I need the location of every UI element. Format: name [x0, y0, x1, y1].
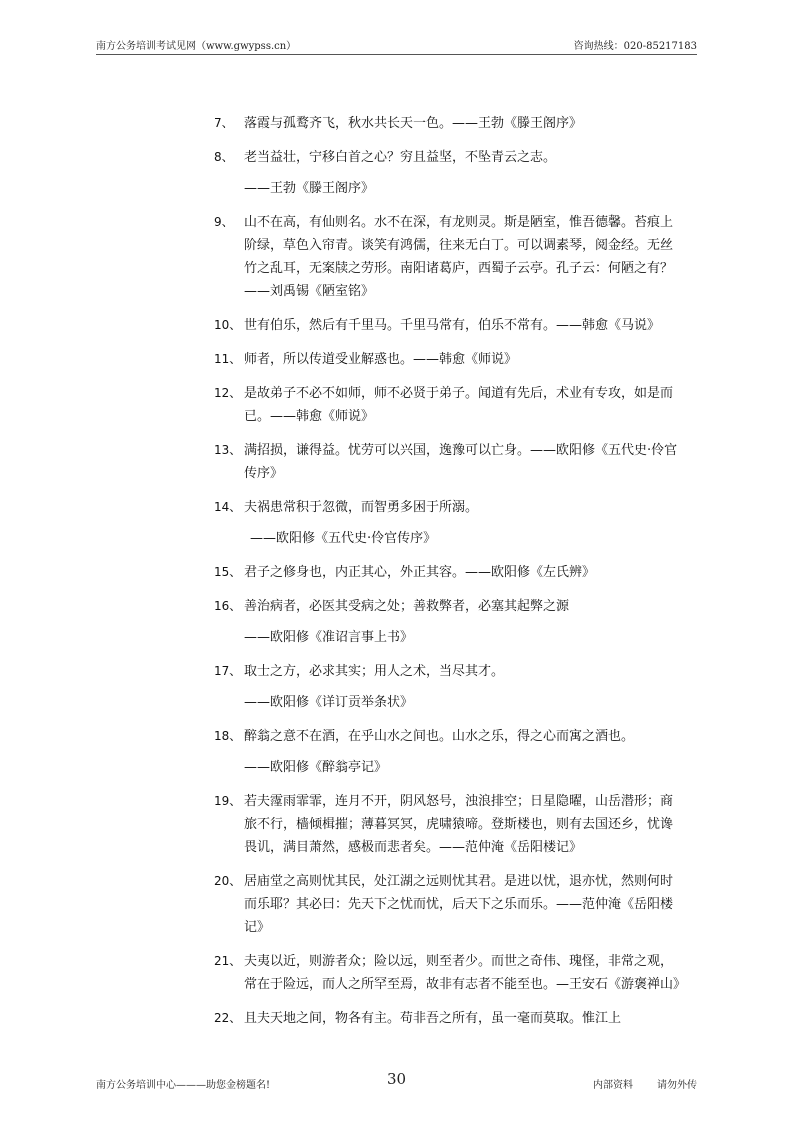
- quote-list: [0, 112, 793, 1026]
- header-hotline: 咨询热线：020-85217183: [573, 41, 697, 52]
- quote-entry: [214, 660, 682, 714]
- quote-text: 是故弟子不必不如师，师不必贤于弟子。闻道有先后，术业有专攻，如是而已。——韩愈《师说》: [244, 386, 674, 424]
- quote-entry: [214, 1007, 682, 1030]
- quote-entry: [214, 314, 682, 337]
- quote-number: 7、: [214, 116, 234, 130]
- quote-number: 16、: [214, 599, 242, 613]
- quote-number: 10、: [214, 318, 242, 332]
- quote-text: 善治病者，必医其受病之处；善救弊者，必塞其起弊之源: [244, 599, 570, 614]
- quote-number: 19、: [214, 794, 242, 808]
- quote-entry: [214, 348, 682, 371]
- page-footer: [96, 1070, 697, 1094]
- quote-attribution: ——王勃《滕王阁序》: [244, 181, 375, 196]
- quote-entry: [214, 950, 687, 996]
- quote-entry: [214, 870, 682, 939]
- page-number: 30: [386, 1070, 407, 1088]
- quote-text: 师者，所以传道受业解惑也。——韩愈《师说》: [244, 352, 518, 367]
- quote-text: 君子之修身也，内正其心，外正其容。——欧阳修《左氏辨》: [244, 565, 596, 580]
- quote-number: 14、: [214, 500, 242, 514]
- footer-slogan: 南方公务培训中心———助您金榜题名!: [96, 1080, 271, 1091]
- quote-text: 老当益壮，宁移白首之心？穷且益坚，不坠青云之志。: [244, 150, 557, 165]
- quote-number: 18、: [214, 729, 242, 743]
- quote-entry: [214, 439, 682, 485]
- quote-text: 且夫天地之间，物各有主。苟非吾之所有，虽一毫而莫取。惟江上: [244, 1011, 622, 1026]
- quote-number: 22、: [214, 1011, 242, 1025]
- quote-number: 20、: [214, 874, 242, 888]
- quote-entry: [214, 595, 682, 649]
- quote-entry: [214, 382, 682, 428]
- quote-number: 9、: [214, 215, 234, 229]
- quote-entry: [214, 790, 682, 859]
- footer-confidential-label: 请勿外传: [657, 1080, 697, 1091]
- quote-attribution: ——欧阳修《五代史·伶官传序》: [250, 531, 437, 546]
- quote-entry: [214, 112, 682, 135]
- quote-text: 居庙堂之高则忧其民，处江湖之远则忧其君。是进以忧，退亦忧，然则何时而乐耶？其必曰：先天下之忧而忧，后天下之乐而乐。——范仲淹《岳阳楼记》: [244, 874, 674, 935]
- header-site-name: 南方公务培训考试见网（www.gwypss.cn）: [96, 41, 297, 52]
- quote-text: 世有伯乐，然后有千里马。千里马常有，伯乐不常有。——韩愈《马说》: [244, 318, 661, 333]
- quote-number: 17、: [214, 664, 242, 678]
- quote-text: 夫夷以近，则游者众；险以远，则至者少。而世之奇伟、瑰怪，非常之观，常在于险远，而人之所罕至焉，故非有志者不能至也。—王安石《游褒禅山》: [244, 954, 687, 992]
- quote-text: 取士之方，必求其实；用人之术，当尽其才。: [244, 664, 505, 679]
- quote-number: 12、: [214, 386, 242, 400]
- quote-entry: [214, 211, 682, 303]
- quote-number: 13、: [214, 443, 242, 457]
- page-header: [96, 37, 697, 53]
- quote-text: 满招损，谦得益。忧劳可以兴国，逸豫可以亡身。——欧阳修《五代史·伶官传序》: [244, 443, 678, 481]
- quote-attribution: ——欧阳修《醉翁亭记》: [244, 760, 388, 775]
- quote-attribution: ——欧阳修《准诏言事上书》: [244, 630, 414, 645]
- quote-entry: [214, 496, 682, 550]
- quote-entry: [214, 561, 682, 584]
- quote-text: 醉翁之意不在酒，在乎山水之间也。山水之乐，得之心而寓之酒也。: [244, 729, 635, 744]
- footer-internal-label: 内部资料: [593, 1080, 633, 1091]
- quote-number: 21、: [214, 954, 242, 968]
- quote-text: 夫祸患常积于忽微，而智勇多困于所溺。: [244, 500, 479, 515]
- quote-text: 若夫霪雨霏霏，连月不开，阴风怒号，浊浪排空；日星隐曜，山岳潜形；商旅不行，樯倾楫摧；薄暮冥冥，虎啸猿啼。登斯楼也，则有去国还乡，忧谗畏讥，满目萧然，感极而悲者矣。——范仲淹《岳阳楼记》: [244, 794, 674, 855]
- header-divider: [96, 54, 697, 55]
- quote-text: 山不在高，有仙则名。水不在深，有龙则灵。斯是陋室，惟吾德馨。苔痕上阶绿，草色入帘青。谈笑有鸿儒，往来无白丁。可以调素琴，阅金经。无丝竹之乱耳，无案牍之劳形。南阳诸葛庐，西蜀子云亭。孔子云：何陋之有？——刘禹锡《陋室铭》: [244, 215, 674, 299]
- quote-entry: [214, 725, 682, 779]
- quote-number: 8、: [214, 150, 234, 164]
- quote-entry: [214, 146, 682, 200]
- quote-number: 11、: [214, 352, 242, 366]
- quote-attribution: ——欧阳修《详订贡举条状》: [244, 695, 414, 710]
- quote-text: 落霞与孤鹜齐飞，秋水共长天一色。——王勃《滕王阁序》: [244, 116, 583, 131]
- quote-number: 15、: [214, 565, 242, 579]
